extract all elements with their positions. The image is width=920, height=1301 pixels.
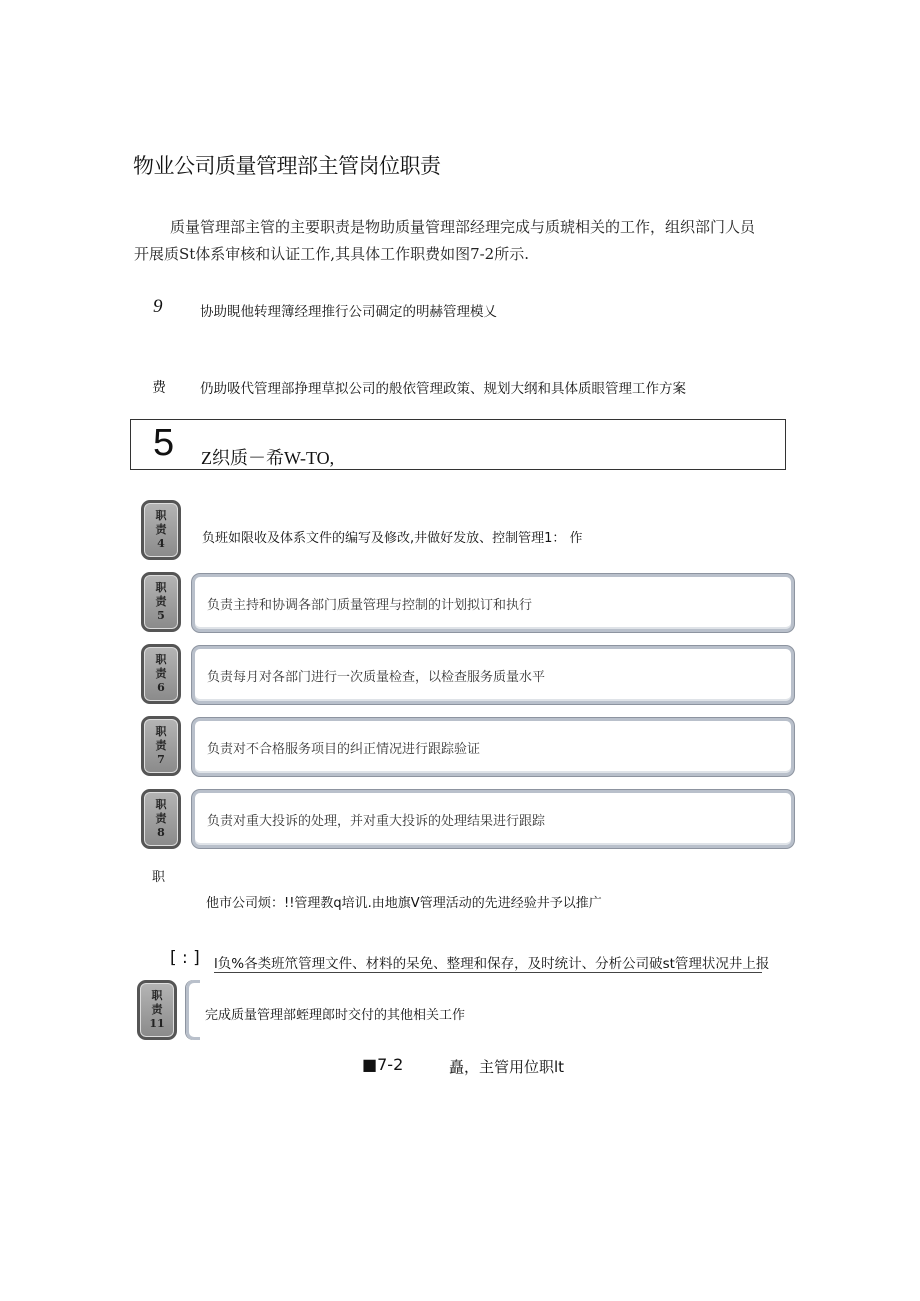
badge-number: 5 — [157, 609, 165, 622]
intro-line-1: 质量管理部主管的主要职责是物助质量管理部经理完成与质琥相关的工作，组织部门人员 — [170, 218, 756, 236]
badge-char: 职 — [155, 509, 167, 522]
duty-5-text: 负责主持和协调各部门质量管理与控制的计划拟订和执行 — [207, 597, 533, 613]
intro-paragraph — [134, 214, 784, 268]
duty-1-number: 9 — [153, 296, 163, 317]
duty-6-text: 负责每月对各部门进行一次质量检查，以检查服务质量水平 — [207, 669, 546, 685]
badge-char: 责 — [155, 739, 167, 752]
duty-11-box-edge — [186, 980, 200, 1040]
duty-4-badge — [141, 500, 181, 560]
duty-6-box — [192, 646, 794, 704]
duty-5-badge — [141, 572, 181, 632]
badge-char: 责 — [155, 667, 167, 680]
badge-char: 职 — [155, 725, 167, 738]
duty-3-text: Z织质－希W-TO, — [201, 448, 335, 468]
badge-char: 职 — [151, 989, 163, 1002]
duty-8-text: 负责对重大投诉的处理，并对重大投诉的处理结果进行跟踪 — [207, 813, 546, 829]
figure-caption: 矗，主管用位职lt — [449, 1058, 565, 1076]
badge-number: 6 — [157, 681, 165, 694]
figure-number: ■7-2 — [362, 1055, 404, 1074]
page-title: 物业公司质量管理部主管岗位职责 — [133, 154, 441, 178]
badge-number: 7 — [157, 753, 165, 766]
duty-11-badge — [137, 980, 177, 1040]
duty-3-number: 5 — [153, 422, 175, 464]
duty-1-text: 协助睍他转理簿经理推行公司碉定的明赫管理模乂 — [200, 304, 497, 320]
duty-2-text: 仍助吸代管理部挣理草拟公司的般依管理政策、规划大纲和具体质眼管理工作方案 — [200, 381, 686, 397]
badge-char: 责 — [151, 1003, 163, 1016]
badge-char: 职 — [155, 798, 167, 811]
duty-6-badge — [141, 644, 181, 704]
intro-line-2: 开展质St体系审核和认证工作,其具体工作职费如图7-2所示. — [134, 245, 529, 263]
duty-10-text: l负%各类班笊管理文件、材料的呆免、整理和保存，及时统计、分析公司破st管理状况井上报 — [214, 956, 770, 972]
badge-number: 11 — [149, 1017, 165, 1030]
duty-8-box — [192, 790, 794, 848]
badge-number: 8 — [157, 826, 165, 839]
duty-10-underline — [214, 972, 762, 973]
duty-10-bracket: [ : ] — [170, 948, 200, 968]
duty-4-text: 负班如限收及体系文件的编写及修改,井做好发放、控制管理1： 作 — [202, 531, 583, 546]
badge-number: 4 — [157, 537, 165, 550]
duty-8-badge — [141, 789, 181, 849]
duty-7-badge — [141, 716, 181, 776]
badge-char: 责 — [155, 595, 167, 608]
badge-char: 职 — [155, 581, 167, 594]
duty-11-text: 完成质量管理部蛭理郎时交付的其他相关工作 — [205, 1008, 466, 1023]
duty-5-box — [192, 574, 794, 632]
duty-7-box — [192, 718, 794, 776]
duty-9-text: 他市公司烦：!!管理教q培讥.由地旗V管理活动的先进经验井予以推广 — [206, 896, 602, 911]
badge-char: 责 — [155, 812, 167, 825]
badge-char: 职 — [155, 653, 167, 666]
duty-2-label: 费 — [152, 380, 166, 396]
duty-3-box — [130, 419, 786, 470]
badge-char: 责 — [155, 523, 167, 536]
duty-7-text: 负责对不合格服务项目的纠正情况进行跟踪验证 — [207, 741, 481, 757]
duty-9-label: 职 — [152, 870, 166, 885]
